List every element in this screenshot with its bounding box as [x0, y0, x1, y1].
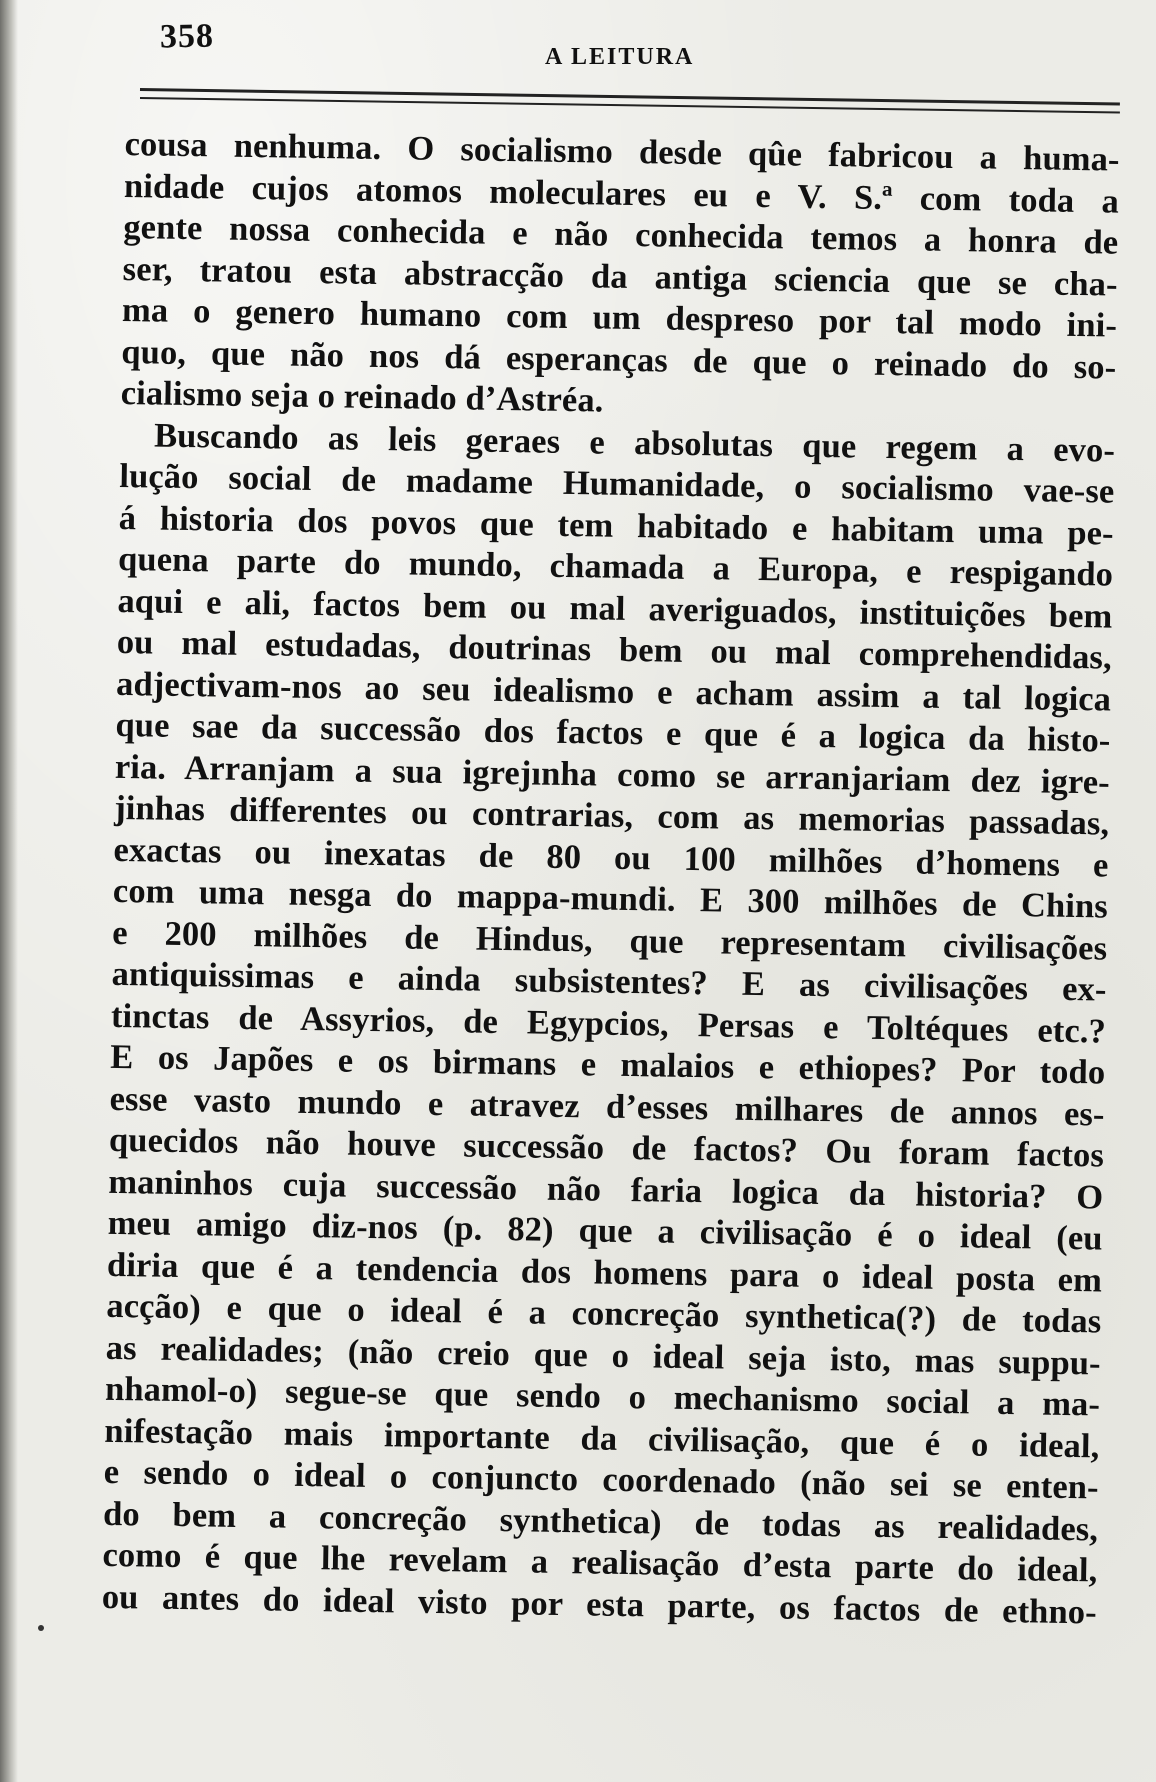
header-rule-top — [140, 88, 1120, 106]
text-line: como é que lhe revelam a realisação d’esta parte do ideal, — [102, 1535, 1098, 1590]
text-line: do bem a concreção synthetica) de todas as realidades, — [102, 1494, 1099, 1548]
text-line: e sendo o ideal o conjuncto coordenado (não sei se enten- — [103, 1452, 1100, 1507]
text-line: cousa nenhuma. O socialismo desde qûe fabricou a huma- — [124, 124, 1120, 179]
text-line: com uma nesga do mappa-mundi. E 300 milhões de Chins — [112, 871, 1109, 926]
text-line: nidade cujos atomos moleculares eu e V. S.ª com toda a — [123, 166, 1120, 221]
text-line: antiquissimas e ainda subsistentes? E as civilisações ex- — [111, 954, 1107, 1009]
text-line: lução social de madame Humanidade, o socialismo vae-se — [119, 456, 1115, 511]
text-line: ser, tratou esta abstracção da antiga sciencia que se cha- — [122, 249, 1118, 304]
text-line: gente nossa conhecida e não conhecida temos a honra de — [123, 207, 1119, 262]
text-line: e 200 milhões de Hindus, que representam civilisações — [112, 913, 1108, 968]
page-gutter-shadow — [0, 0, 18, 1782]
text-line: E os Japões e os birmans e malaios e ethiopes? Por todo — [110, 1037, 1106, 1092]
text-line: nhamol-o) segue-se que sendo o mechanismo social a ma- — [104, 1369, 1101, 1424]
text-line: ou antes do ideal visto por esta parte, os factos de ethno- — [101, 1577, 1098, 1631]
text-line: Buscando as leis geraes e absolutas que regem a evo- — [153, 415, 1116, 470]
text-line: á historia dos povos que tem habitado e habitam uma pe- — [118, 498, 1114, 553]
text-line: acção) e que o ideal é a concreção synthetica(?) de todas — [106, 1286, 1102, 1341]
page-number: 358 — [159, 17, 215, 56]
body-text — [102, 124, 1120, 1633]
text-line: maninhos cuja successão não faria logica da historia? O — [108, 1162, 1104, 1216]
text-line: aqui e ali, factos bem ou mal averiguados, instituições bem — [117, 581, 1113, 636]
text-line: as realidades; (não creio que o ideal seja isto, mas suppu- — [105, 1328, 1101, 1382]
text-line: jinhas differentes ou contrarias, com as memorias passadas, — [113, 788, 1110, 843]
ink-speck — [38, 1625, 44, 1631]
text-line: quo, que não nos dá esperanças de que o reinado do so- — [121, 332, 1117, 387]
text-line: ma o genero humano com um despreso por tal modo ini- — [121, 290, 1118, 345]
text-line: nifestação mais importante da civilisação, que é o ideal, — [104, 1411, 1100, 1465]
running-head: A LEITURA — [545, 44, 695, 70]
text-line: ria. Arranjam a sua igrejınha como se arranjariam dez igre- — [114, 747, 1111, 802]
page-header — [160, 18, 1126, 80]
text-line: meu amigo diz-nos (p. 82) que a civilisação é o ideal (eu — [107, 1203, 1103, 1258]
text-line: quena parte do mundo, chamada a Europa, e respigando — [117, 539, 1114, 594]
text-line: esse vasto mundo e atravez d’esses milhares de annos es- — [109, 1079, 1105, 1134]
text-line: diria que é a tendencia dos homens para o ideal posta em — [106, 1245, 1103, 1299]
text-line: adjectivam-nos ao seu idealismo e acham assim a tal logica — [115, 664, 1112, 719]
text-line: cialismo seja o reinado d’Astréa. — [120, 373, 604, 420]
text-line: que sae da successão dos factos e que é a logica da histo- — [115, 705, 1111, 760]
text-line: exactas ou inexatas de 80 ou 100 milhões d’homens e — [113, 830, 1109, 885]
text-line: ou mal estudadas, doutrinas bem ou mal comprehendidas, — [116, 622, 1113, 677]
text-line: tinctas de Assyrios, de Egypcios, Persas e Toltéques etc.? — [110, 996, 1107, 1051]
text-line: quecidos não houve successão de factos? Ou foram factos — [108, 1120, 1105, 1175]
